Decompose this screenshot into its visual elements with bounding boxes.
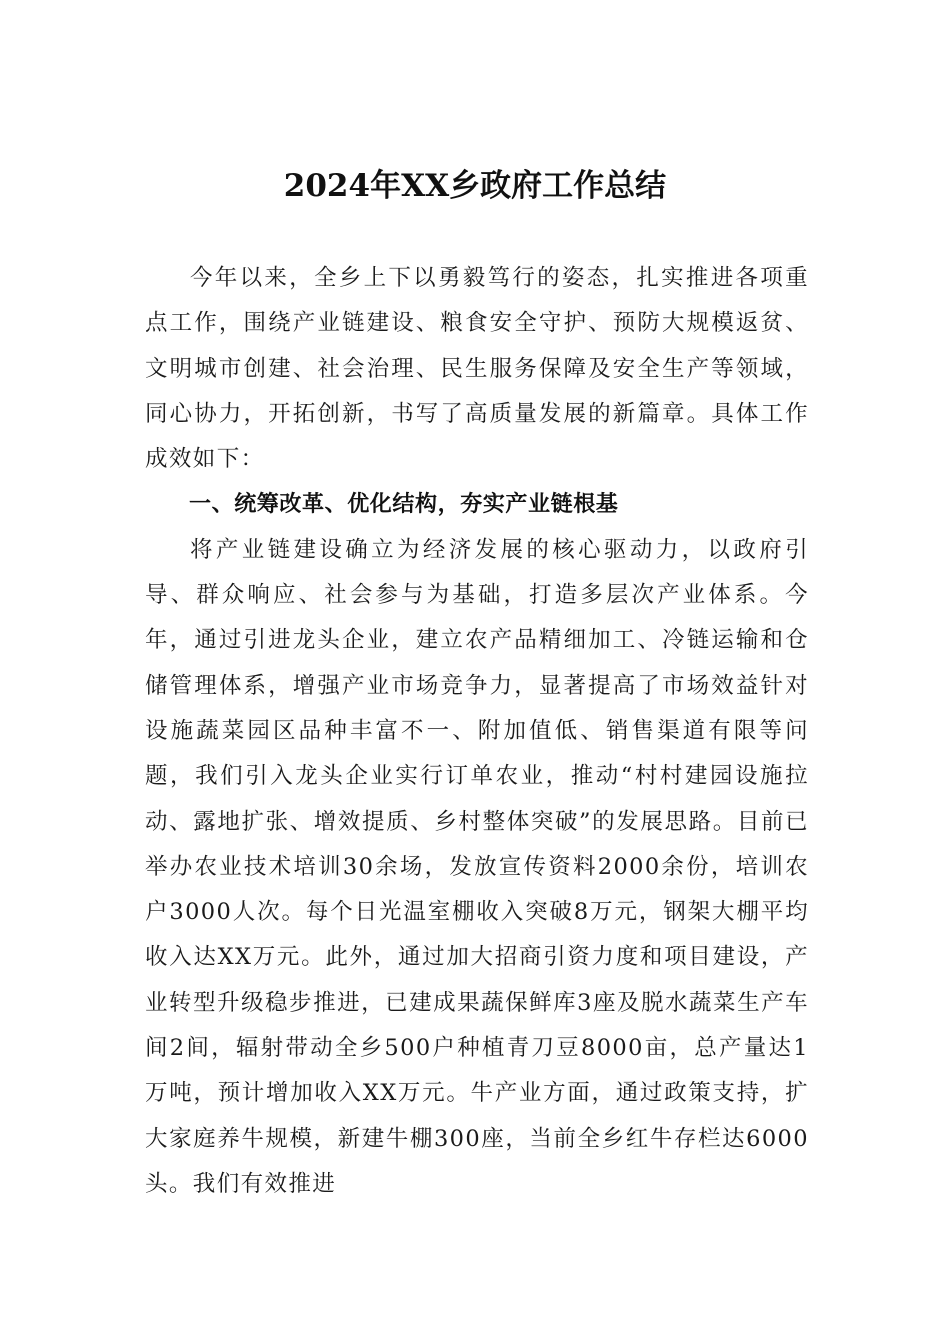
intro-paragraph: 今年以来，全乡上下以勇毅笃行的姿态，扎实推进各项重点工作，围绕产业链建设、粮食安全守护、预防大规模返贫、文明城市创建、社会治理、民生服务保障及安全生产等领域，同心协力，开拓创新，书写了高质量发展的新篇章。具体工作成效如下： bbox=[145, 265, 809, 473]
document-title: 2024年XX乡政府工作总结 bbox=[283, 168, 667, 204]
document-body bbox=[145, 256, 809, 1207]
section-1-paragraph: 将产业链建设确立为经济发展的核心驱动力，以政府引导、群众响应、社会参与为基础，打造多层次产业体系。今年，通过引进龙头企业，建立农产品精细加工、冷链运输和仓储管理体系，增强产业市场竞争力，显著提高了市场效益针对设施蔬菜园区品种丰富不一、附加值低、销售渠道有限等问题，我们引入龙头企业实行订单农业，推动“村村建园设施拉动、露地扩张、增效提质、乡村整体突破”的发展思路。目前已举办农业技术培训30余场，发放宣传资料2000余份，培训农户3000人次。每个日光温室棚收入突破8万元，钢架大棚平均收入达XX万元。此外，通过加大招商引资力度和项目建设，产业转型升级稳步推进，已建成果蔬保鲜库3座及脱水蔬菜生产车间2间，辐射带动全乡500户种植青刀豆8000亩，总产量达1万吨，预计增加收入XX万元。牛产业方面，通过政策支持，扩大家庭养牛规模，新建牛棚300座，当前全乡红牛存栏达6000头。我们有效推进 bbox=[145, 536, 809, 1197]
section-heading-1: 一、统筹改革、优化结构，夯实产业链根基 bbox=[189, 492, 619, 518]
